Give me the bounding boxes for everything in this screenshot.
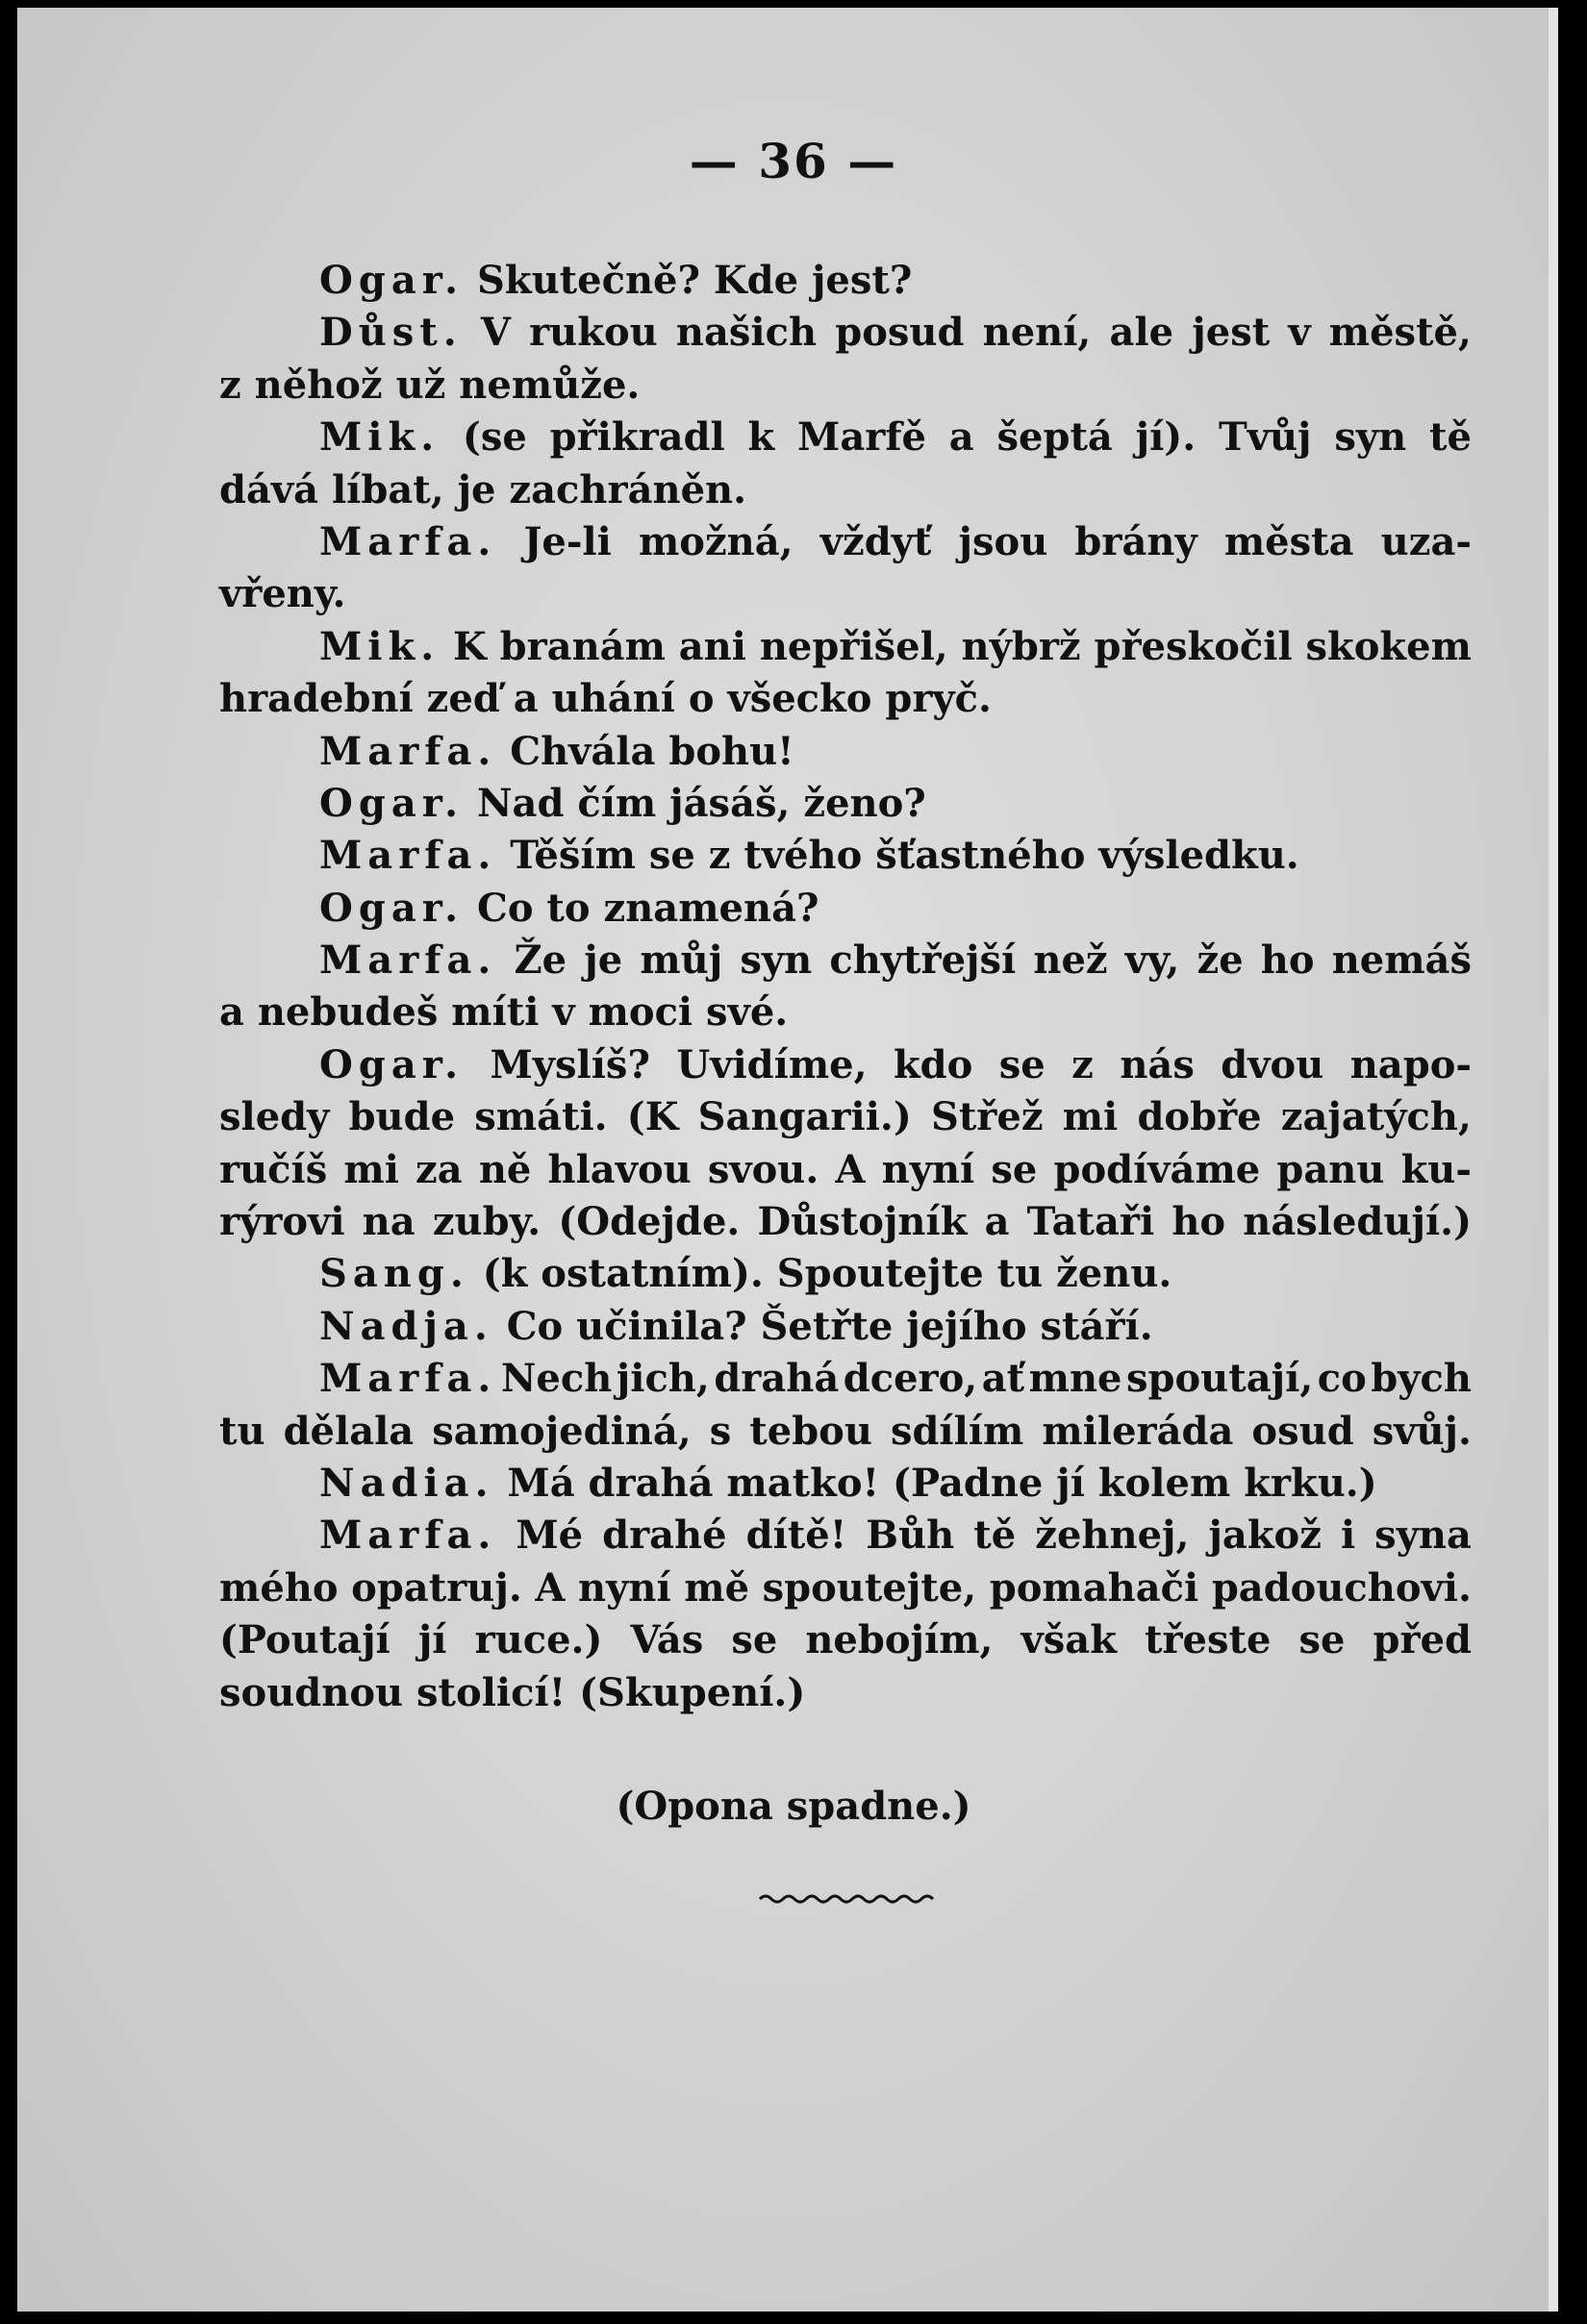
- word: Střež: [930, 1094, 1044, 1140]
- word: s: [709, 1408, 732, 1454]
- page-edge: [1549, 8, 1558, 2312]
- word: Sangarii.): [697, 1094, 912, 1140]
- word: však: [1020, 1617, 1117, 1663]
- word: Vás: [630, 1617, 704, 1663]
- word: (se: [462, 414, 527, 461]
- word: nás: [1120, 1041, 1195, 1087]
- text-line: [219, 1248, 1472, 1300]
- word: bude: [348, 1094, 456, 1140]
- word: syn: [740, 937, 813, 984]
- text-line: [219, 1458, 1472, 1510]
- word: v: [1288, 310, 1311, 356]
- line-text: Co to znamená?: [464, 885, 819, 931]
- word: nyní: [881, 1146, 975, 1192]
- word: opatruj.: [351, 1564, 522, 1611]
- word: syn: [1334, 414, 1407, 461]
- line-text: Má drahá matko! (Padne jí kolem krku.): [493, 1460, 1377, 1506]
- word: napo-: [1349, 1041, 1472, 1087]
- dialogue-text: [219, 255, 1472, 1719]
- text-line: [219, 464, 1472, 516]
- word: dítě!: [745, 1512, 847, 1559]
- word: se: [1298, 1617, 1346, 1663]
- word: drahá: [714, 1356, 840, 1402]
- word: ně: [478, 1146, 532, 1192]
- word: městě,: [1328, 310, 1472, 356]
- word: padouchovi.: [1211, 1564, 1472, 1611]
- word: Bůh: [866, 1512, 955, 1559]
- text-line: [319, 1510, 1472, 1562]
- word: před: [1373, 1617, 1472, 1663]
- text-line: [319, 412, 1472, 463]
- word: kdo: [893, 1041, 973, 1087]
- text-line: [319, 1039, 1472, 1091]
- text-line: [319, 307, 1472, 359]
- word: ho: [1260, 937, 1315, 984]
- word: ale: [1109, 310, 1174, 356]
- word: vždyť: [819, 518, 932, 564]
- word: mi: [343, 1146, 399, 1192]
- word: jí: [417, 1617, 447, 1663]
- word: spoutají,: [1126, 1356, 1314, 1402]
- word: sdílím: [890, 1408, 1024, 1454]
- speaker-name: Marfa.: [319, 518, 497, 564]
- word: chytřejší: [829, 937, 1017, 984]
- word: nemáš: [1331, 937, 1472, 984]
- word: tě: [973, 1512, 1017, 1559]
- word: (Odejde.: [558, 1199, 741, 1245]
- word: je: [584, 937, 623, 984]
- speaker-name: Mik.: [319, 623, 441, 669]
- line-text: soudnou stolicí! (Skupení.): [219, 1669, 806, 1715]
- word: podíváme: [1053, 1146, 1261, 1192]
- word: svůj.: [1372, 1408, 1472, 1454]
- word: a: [948, 414, 974, 461]
- word: jest: [1192, 310, 1271, 356]
- word: jsou: [958, 518, 1048, 564]
- word: mileráda: [1042, 1408, 1234, 1454]
- word: sledy: [219, 1094, 330, 1140]
- word: smáti.: [474, 1094, 608, 1140]
- word: tebou: [749, 1408, 872, 1454]
- word: (K: [626, 1094, 679, 1140]
- word: Mé: [516, 1512, 584, 1559]
- word: jich,: [616, 1356, 710, 1402]
- word: ruce.): [474, 1617, 603, 1663]
- word: za: [416, 1146, 463, 1192]
- line-text: Skutečně? Kde jest?: [464, 258, 913, 303]
- word: zuby.: [432, 1199, 542, 1245]
- word: můj: [640, 937, 723, 984]
- speaker-name: Nadja.: [319, 1303, 493, 1349]
- word: dvou: [1221, 1041, 1324, 1087]
- word: ručíš: [219, 1146, 328, 1192]
- word: branám: [499, 623, 666, 669]
- word: že: [1197, 937, 1244, 984]
- text-line: [219, 673, 1472, 725]
- word: následují.): [1243, 1199, 1472, 1245]
- page-number: — 36 —: [689, 133, 898, 189]
- word: osud: [1251, 1408, 1354, 1454]
- wavy-divider-ornament: [758, 1892, 941, 1906]
- word: jí).: [1135, 414, 1197, 461]
- line-text: Nad čím jásáš, ženo?: [464, 780, 926, 826]
- text-line: [219, 830, 1472, 882]
- word: vy,: [1124, 937, 1180, 984]
- word: mého: [219, 1564, 339, 1611]
- word: spoutejte,: [762, 1564, 977, 1611]
- word: na: [362, 1199, 416, 1245]
- speaker-name: Marfa.: [319, 937, 497, 984]
- word: V: [480, 310, 511, 356]
- word: rukou: [529, 310, 658, 356]
- word: Důstojník: [757, 1199, 968, 1245]
- word: k: [747, 414, 775, 461]
- word: A: [535, 1564, 566, 1611]
- word: přeskočil: [1094, 623, 1293, 669]
- line-text: z něhož už nemůže.: [219, 362, 641, 408]
- word: ať: [981, 1356, 1025, 1402]
- word: zajatých,: [1280, 1094, 1472, 1140]
- word: co: [1317, 1356, 1367, 1402]
- word: panu: [1276, 1146, 1385, 1192]
- text-line: [219, 1667, 1472, 1719]
- word: přikradl: [549, 414, 725, 461]
- word: se: [998, 1041, 1045, 1087]
- word: Tvůj: [1218, 414, 1312, 461]
- line-text: a nebudeš míti v moci své.: [219, 989, 789, 1036]
- speaker-name: Nadia.: [319, 1460, 494, 1506]
- word: ho: [1171, 1199, 1226, 1245]
- word: rýrovi: [219, 1199, 345, 1245]
- text-line: [219, 987, 1472, 1038]
- word: nepřišel,: [759, 623, 948, 669]
- word: Je-li: [523, 518, 612, 564]
- curtain-stage-direction: (Opona spadne.): [616, 1784, 971, 1829]
- text-line: [219, 1406, 1472, 1458]
- speaker-name: Ogar.: [319, 780, 465, 826]
- word: mě: [684, 1564, 750, 1611]
- word: Uvidíme,: [676, 1041, 868, 1087]
- word: A: [835, 1146, 866, 1192]
- speaker-name: Ogar.: [319, 885, 465, 931]
- text-line: [219, 1562, 1472, 1614]
- word: Že: [514, 937, 567, 984]
- word: samojediná,: [432, 1408, 692, 1454]
- word: ku-: [1400, 1146, 1472, 1192]
- word: nýbrž: [961, 623, 1081, 669]
- word: třeste: [1144, 1617, 1272, 1663]
- word: pomahači: [989, 1564, 1199, 1611]
- text-line: [219, 726, 1472, 778]
- line-text: vřeny.: [219, 571, 346, 617]
- text-line: [219, 1091, 1472, 1143]
- word: dobře: [1137, 1094, 1262, 1140]
- word: mne: [1028, 1356, 1122, 1402]
- speaker-name: Sang.: [319, 1251, 469, 1297]
- word: svou.: [707, 1146, 819, 1192]
- text-line: [219, 360, 1472, 412]
- word: nebojím,: [805, 1617, 994, 1663]
- word: bych: [1371, 1356, 1472, 1402]
- word: drahé: [602, 1512, 727, 1559]
- text-line: [219, 1196, 1472, 1248]
- word: posud: [835, 310, 965, 356]
- line-text: Chvála bohu!: [496, 728, 794, 774]
- word: dcero,: [843, 1356, 978, 1402]
- word: dělala: [283, 1408, 415, 1454]
- word: Marfě: [797, 414, 926, 461]
- word: i: [1340, 1512, 1356, 1559]
- speaker-name: Důst.: [319, 310, 463, 356]
- speaker-name: Ogar.: [319, 1041, 465, 1087]
- line-text: Co učinila? Šetřte jejího stáří.: [492, 1303, 1153, 1349]
- speaker-name: Mik.: [319, 414, 441, 461]
- word: se: [991, 1146, 1038, 1192]
- speaker-name: Ogar.: [319, 258, 465, 303]
- line-text: (k ostatním). Spoutejte tu ženu.: [468, 1251, 1172, 1297]
- word: Nech: [500, 1356, 613, 1402]
- text-line: [219, 255, 1472, 307]
- speaker-name: Marfa.: [319, 833, 497, 879]
- word: syna: [1374, 1512, 1472, 1559]
- word: K: [452, 623, 487, 669]
- word: nyní: [578, 1564, 671, 1611]
- word: uza-: [1380, 518, 1472, 564]
- word: našich: [675, 310, 818, 356]
- text-line: [219, 1144, 1472, 1196]
- word: není,: [982, 310, 1092, 356]
- word: tu: [219, 1408, 265, 1454]
- word: ani: [678, 623, 746, 669]
- speaker-name: Marfa.: [319, 1356, 497, 1402]
- word: skokem: [1305, 623, 1472, 669]
- word: hlavou: [547, 1146, 692, 1192]
- word: možná,: [638, 518, 794, 564]
- line-text: dává líbat, je zachráněn.: [219, 466, 747, 512]
- word: jakož: [1208, 1512, 1322, 1559]
- word: brány: [1074, 518, 1197, 564]
- word: se: [731, 1617, 778, 1663]
- text-line: [319, 1353, 1472, 1405]
- word: žehnej,: [1035, 1512, 1190, 1559]
- word: Tataři: [1026, 1199, 1155, 1245]
- text-line: [319, 935, 1472, 987]
- speaker-name: Marfa.: [319, 1512, 497, 1559]
- text-line: [319, 621, 1472, 673]
- word: mi: [1062, 1094, 1119, 1140]
- word: než: [1033, 937, 1108, 984]
- text-line: [219, 778, 1472, 830]
- text-line: [219, 883, 1472, 935]
- line-text: Těším se z tvého šťastného výsledku.: [496, 833, 1299, 879]
- text-line: [219, 1614, 1472, 1666]
- text-line: [219, 568, 1472, 620]
- word: a: [984, 1199, 1010, 1245]
- text-line: [319, 516, 1472, 568]
- word: (Poutají: [219, 1617, 390, 1663]
- word: Myslíš?: [490, 1041, 650, 1087]
- word: města: [1223, 518, 1354, 564]
- speaker-name: Marfa.: [319, 728, 497, 774]
- line-text: hradební zeď a uhání o všecko pryč.: [219, 676, 992, 722]
- text-line: [219, 1301, 1472, 1353]
- word: šeptá: [996, 414, 1113, 461]
- word: z: [1071, 1041, 1094, 1087]
- word: tě: [1428, 414, 1472, 461]
